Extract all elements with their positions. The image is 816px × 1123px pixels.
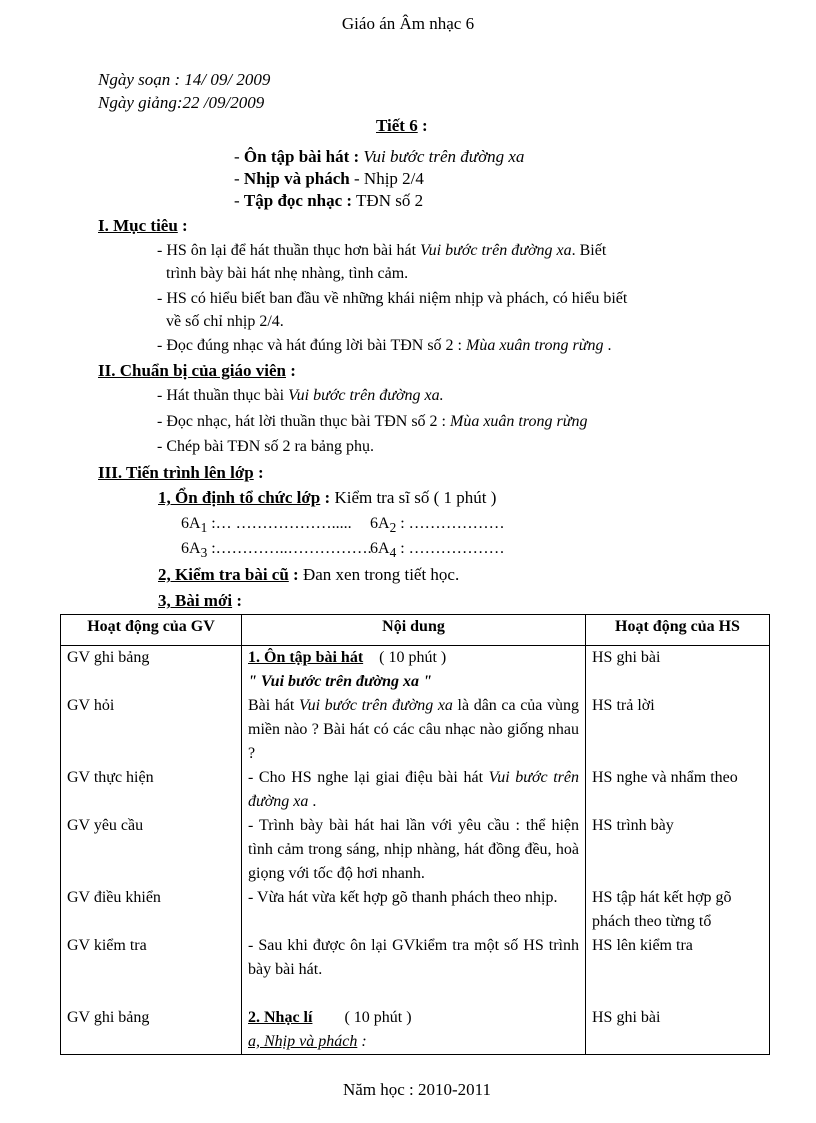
class-line [181,539,372,561]
text-run: - HS ôn lại để hát thuần thục hơn bài hát [157,242,421,259]
text-run: Vui bước trên đường xa [298,697,453,714]
topic-label: Nhịp và phách [243,169,350,188]
content-cell [242,1006,586,1055]
student-activity: HS nghe và nhẩm theo [586,766,770,814]
student-activity: HS ghi bài [586,1006,770,1055]
lesson-activity-table [60,614,770,1055]
text-run: . Biết [571,242,607,259]
step-title: 2, Kiểm tra bài cũ [158,565,289,584]
step-title: 1, Ổn định tổ chức lớp [158,488,321,507]
class-index: 2 [389,520,397,536]
teacher-activity: GV điều khiển [61,886,242,934]
lesson-title-colon: : [417,116,428,135]
preparation-line [157,386,444,405]
objective-line [157,241,606,260]
class-name: 6A [370,540,390,557]
table-row [61,694,770,766]
class-dots: :… ………………..... [207,515,352,532]
section-procedure-title: III. Tiến trình lên lớp : [98,463,264,482]
text-run: - Hát thuần thục bài [157,387,289,404]
objective-line: về số chỉ nhịp 2/4. [166,313,284,330]
text-run: - Đọc đúng nhạc và hát đúng lời bài TĐN số 2 : [157,337,466,354]
col-header-content: Nội dung [242,615,586,646]
teacher-activity: GV kiểm tra [61,934,242,982]
col-header-student: Hoạt động của HS [586,615,770,646]
page-header: Giáo án Âm nhạc 6 [341,14,475,33]
objective-line [157,336,611,355]
date-prepared: Ngày soạn : 14/ 09/ 2009 [98,70,271,89]
text-run: - Cho HS nghe lại giai điệu bài hát [248,769,489,786]
step-text: Đan xen trong tiết học. [298,565,460,584]
content-cell: - Sau khi được ôn lại GVkiểm tra một số HS trình bày bài hát. [242,934,586,982]
student-activity: HS lên kiểm tra [586,934,770,982]
topic-value: Vui bước trên đường xa [359,147,525,166]
heading-text: 2. Nhạc lí [248,1009,313,1026]
topic-meter: - Nhịp và phách - Nhịp 2/4 [234,169,424,188]
topic-label: Ôn tập bài hát : [243,147,360,166]
text-run: Mùa xuân trong rừng [466,337,604,354]
text-run: Vui bước trên đường xa. [288,387,444,404]
section-objectives-title: I. Mục tiêu : [98,216,188,235]
lesson-title-text: Tiết 6 [376,116,418,135]
table-row [61,886,770,934]
topic-value: - Nhịp 2/4 [349,169,424,188]
class-dots: : ……………… [396,540,505,557]
table-row [61,646,770,695]
objective-line: - HS có hiểu biết ban đầu về những khái niệm nhịp và phách, có hiểu biết [157,290,628,307]
empty-cell [242,982,586,1006]
class-index: 1 [200,520,208,536]
heading-text: 1. Ôn tập bài hát [248,649,364,666]
step-title: 3, Bài mới [158,591,233,610]
content-heading [248,1006,579,1030]
class-name: 6A [181,540,201,557]
step-text: Kiểm tra sĩ số ( 1 phút ) [330,488,497,507]
text-run: Bài hát [248,697,299,714]
teacher-activity: GV hỏi [61,694,242,766]
class-dots: : ……………… [396,515,505,532]
subheading [248,1030,579,1054]
content-cell [242,766,586,814]
class-dots: :…………..……………. [207,540,372,557]
table-row [61,814,770,886]
empty-cell [586,982,770,1006]
content-cell [242,694,586,766]
lesson-title [376,116,428,136]
page-footer: Năm học : 2010-2011 [342,1080,492,1099]
step-3: 3, Bài mới : [158,591,243,610]
topic-sight-reading: - Tập đọc nhạc : TĐN số 2 [234,191,424,210]
student-activity: HS tập hát kết hợp gõ phách theo từng tổ [586,886,770,934]
class-index: 4 [389,545,397,561]
text-run: . [308,793,317,810]
content-cell [242,646,586,695]
student-activity: HS trình bày [586,814,770,886]
subheading-colon: : [357,1033,367,1050]
content-cell: - Vừa hát vừa kết hợp gõ thanh phách theo nhịp. [242,886,586,934]
table-spacer-row [61,982,770,1006]
teacher-activity: GV ghi bảng [61,1006,242,1055]
text-run: - Đọc nhạc, hát lời thuần thục bài TĐN số 2 : [157,413,450,430]
teacher-activity: GV ghi bảng [61,646,242,695]
table-row [61,1006,770,1055]
topic-value: TĐN số 2 [352,191,424,210]
empty-cell [61,982,242,1006]
class-name: 6A [181,515,201,532]
text-run: Vui bước trên đường xa [420,242,572,259]
subheading-text: a, Nhịp và phách [248,1033,358,1050]
student-activity: HS ghi bài [586,646,770,695]
section-title-text: I. Mục tiêu [98,216,178,235]
preparation-line: - Chép bài TĐN số 2 ra bảng phụ. [157,438,374,455]
objective-line: trình bày bài hát nhẹ nhàng, tình cảm. [166,265,409,282]
step-1: 1, Ổn định tổ chức lớp : Kiểm tra sĩ số ( 1 phút ) [158,488,497,507]
teacher-activity: GV yêu cầu [61,814,242,886]
class-line [370,539,505,561]
teacher-activity: GV thực hiện [61,766,242,814]
topic-review-song: - Ôn tập bài hát : Vui bước trên đường xa [234,147,525,166]
heading-time: ( 10 phút ) [344,1009,412,1026]
preparation-line [157,412,587,431]
class-index: 3 [200,545,208,561]
table-row [61,766,770,814]
text-run: Vui bước trên đường xa [248,769,580,810]
text-run: là dân ca của vùng miền nào ? Bài hát có các câu nhạc nào giống nhau ? [248,697,580,762]
class-line [370,514,505,536]
table-header-row [61,615,770,646]
heading-time: ( 10 phút ) [379,649,447,666]
step-2: 2, Kiểm tra bài cũ : Đan xen trong tiết học. [158,565,460,584]
text-run: Mùa xuân trong rừng [450,413,588,430]
song-name: " Vui bước trên đường xa " [248,673,432,690]
date-taught: Ngày giảng:22 /09/2009 [98,93,265,112]
topic-label: Tập đọc nhạc : [243,191,353,210]
content-cell: - Trình bày bài hát hai lần với yêu cầu : thể hiện tình cảm trong sáng, nhịp nhàng, hát đồng đều, hoà giọng với tốc độ hơi nhanh. [242,814,586,886]
student-activity: HS trả lời [586,694,770,766]
section-title-text: III. Tiến trình lên lớp [98,463,254,482]
text-run: . [603,337,612,354]
col-header-teacher: Hoạt động của GV [61,615,242,646]
class-line [181,514,352,536]
class-name: 6A [370,515,390,532]
table-row [61,934,770,982]
content-heading [248,646,579,670]
section-preparation-title: II. Chuẩn bị của giáo viên : [98,361,296,380]
section-title-text: II. Chuẩn bị của giáo viên [98,361,286,380]
